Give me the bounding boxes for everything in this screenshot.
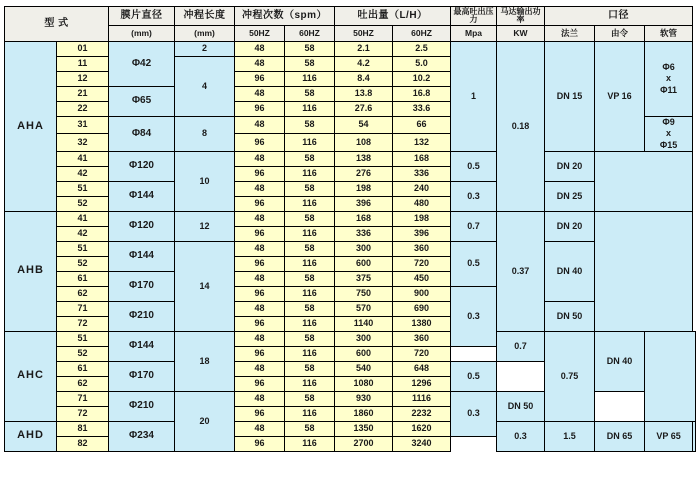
cell-code: 61 — [57, 271, 109, 286]
cell-code: 11 — [57, 57, 109, 72]
cell-o50: 54 — [335, 117, 393, 134]
cell-stroke: 4 — [175, 57, 235, 117]
cell-o60: 648 — [393, 361, 451, 376]
cell-flange: DN 25 — [545, 181, 595, 211]
cell-s50: 48 — [235, 301, 285, 316]
cell-o50: 930 — [335, 391, 393, 406]
th-diaphragm-dia: 膜片直径 — [109, 7, 175, 26]
cell-code: 72 — [57, 406, 109, 421]
th-stroke-60hz: 60HZ — [285, 25, 335, 41]
cell-flange: DN 20 — [545, 211, 595, 241]
cell-s50: 48 — [235, 87, 285, 102]
cell-s60: 116 — [285, 376, 335, 391]
cell-dia: Φ42 — [109, 42, 175, 87]
cell-o60: 360 — [393, 331, 451, 346]
cell-o50: 2.1 — [335, 42, 393, 57]
cell-s50: 96 — [235, 406, 285, 421]
cell-s60: 58 — [285, 151, 335, 166]
cell-o60: 168 — [393, 151, 451, 166]
cell-stroke: 2 — [175, 42, 235, 57]
cell-code: 72 — [57, 316, 109, 331]
cell-dia: Φ144 — [109, 181, 175, 211]
cell-o50: 1350 — [335, 421, 393, 436]
cell-o50: 198 — [335, 181, 393, 196]
cell-code: 71 — [57, 301, 109, 316]
cell-code: 41 — [57, 211, 109, 226]
cell-o50: 300 — [335, 241, 393, 256]
cell-o50: 375 — [335, 271, 393, 286]
cell-o50: 600 — [335, 346, 393, 361]
cell-s50: 48 — [235, 42, 285, 57]
cell-s60: 116 — [285, 196, 335, 211]
cell-s60: 116 — [285, 346, 335, 361]
cell-dia: Φ234 — [109, 421, 175, 451]
cell-code: 82 — [57, 436, 109, 451]
th-model: 型 式 — [5, 7, 109, 42]
th-flange: 法兰 — [545, 25, 595, 41]
cell-o60: 1296 — [393, 376, 451, 391]
cell-o60: 10.2 — [393, 72, 451, 87]
cell-s60: 116 — [285, 286, 335, 301]
cell-s60: 116 — [285, 406, 335, 421]
cell-code: 42 — [57, 166, 109, 181]
cell-o50: 4.2 — [335, 57, 393, 72]
cell-dia: Φ120 — [109, 151, 175, 181]
th-bore: 口径 — [545, 7, 693, 26]
cell-pressure: 0.3 — [497, 421, 545, 451]
cell-s60: 58 — [285, 87, 335, 102]
cell-o50: 750 — [335, 286, 393, 301]
cell-s50: 48 — [235, 57, 285, 72]
cell-dia: Φ170 — [109, 271, 175, 301]
cell-o50: 276 — [335, 166, 393, 181]
cell-yuling: VP 65 — [645, 421, 693, 451]
cell-s50: 96 — [235, 134, 285, 151]
cell-o60: 720 — [393, 346, 451, 361]
cell-s50: 48 — [235, 421, 285, 436]
cell-flange: DN 65 — [595, 421, 645, 451]
cell-flange: DN 50 — [545, 301, 595, 331]
th-stroke-count: 冲程次数（spm） — [235, 7, 335, 26]
cell-code: 52 — [57, 256, 109, 271]
cell-s50: 48 — [235, 241, 285, 256]
cell-code: 42 — [57, 226, 109, 241]
cell-s60: 58 — [285, 117, 335, 134]
cell-o60: 690 — [393, 301, 451, 316]
cell-code: 12 — [57, 72, 109, 87]
cell-o50: 1140 — [335, 316, 393, 331]
cell-o50: 300 — [335, 331, 393, 346]
cell-o60: 480 — [393, 196, 451, 211]
cell-code: 71 — [57, 391, 109, 406]
cell-model: AHC — [5, 331, 57, 421]
cell-s50: 96 — [235, 346, 285, 361]
cell-power: 0.75 — [545, 331, 595, 421]
table-row — [5, 151, 696, 166]
cell-flange: DN 20 — [545, 151, 595, 181]
cell-pressure: 1 — [451, 42, 497, 152]
th-motor-power: 马达输出功率 — [497, 7, 545, 26]
cell-hose: Φ9 x Φ15 — [645, 117, 693, 152]
cell-s60: 116 — [285, 134, 335, 151]
cell-s60: 116 — [285, 436, 335, 451]
cell-o60: 450 — [393, 271, 451, 286]
cell-code: 81 — [57, 421, 109, 436]
cell-s60: 58 — [285, 391, 335, 406]
cell-s60: 58 — [285, 361, 335, 376]
cell-o60: 900 — [393, 286, 451, 301]
cell-power: 0.37 — [497, 211, 545, 331]
cell-o50: 396 — [335, 196, 393, 211]
cell-o60: 720 — [393, 256, 451, 271]
cell-o60: 5.0 — [393, 57, 451, 72]
cell-s50: 48 — [235, 117, 285, 134]
cell-stroke: 14 — [175, 241, 235, 331]
cell-dia: Φ210 — [109, 391, 175, 421]
th-output-60hz: 60HZ — [393, 25, 451, 41]
cell-power: 1.5 — [545, 421, 595, 451]
cell-pressure: 0.7 — [451, 211, 497, 241]
cell-o50: 1860 — [335, 406, 393, 421]
cell-s50: 96 — [235, 72, 285, 87]
cell-s50: 96 — [235, 196, 285, 211]
th-output-50hz: 50HZ — [335, 25, 393, 41]
cell-s50: 48 — [235, 211, 285, 226]
th-diaphragm-dia-unit: (mm) — [109, 25, 175, 41]
th-yuling: 由令 — [595, 25, 645, 41]
cell-s50: 48 — [235, 331, 285, 346]
cell-o50: 570 — [335, 301, 393, 316]
table-row — [5, 301, 696, 316]
cell-code: 31 — [57, 117, 109, 134]
cell-o60: 360 — [393, 241, 451, 256]
cell-empty — [693, 421, 696, 451]
cell-flange: DN 15 — [545, 42, 595, 152]
cell-o50: 27.6 — [335, 102, 393, 117]
cell-code: 62 — [57, 376, 109, 391]
cell-model: AHA — [5, 42, 57, 212]
cell-code: 52 — [57, 196, 109, 211]
cell-o50: 1080 — [335, 376, 393, 391]
cell-s60: 116 — [285, 102, 335, 117]
cell-s50: 96 — [235, 316, 285, 331]
cell-s60: 58 — [285, 421, 335, 436]
cell-pressure: 0.3 — [451, 391, 497, 436]
cell-stroke: 20 — [175, 391, 235, 451]
cell-o50: 8.4 — [335, 72, 393, 87]
cell-o60: 33.6 — [393, 102, 451, 117]
cell-code: 21 — [57, 87, 109, 102]
cell-s50: 96 — [235, 226, 285, 241]
cell-o50: 138 — [335, 151, 393, 166]
cell-stroke: 8 — [175, 117, 235, 152]
cell-s60: 58 — [285, 271, 335, 286]
cell-o50: 13.8 — [335, 87, 393, 102]
cell-code: 62 — [57, 286, 109, 301]
cell-s50: 96 — [235, 166, 285, 181]
cell-s50: 48 — [235, 151, 285, 166]
table-row — [5, 181, 696, 196]
cell-o60: 1380 — [393, 316, 451, 331]
cell-stroke: 12 — [175, 211, 235, 241]
cell-s60: 116 — [285, 226, 335, 241]
cell-s60: 116 — [285, 72, 335, 87]
cell-o50: 540 — [335, 361, 393, 376]
cell-empty — [645, 331, 696, 421]
cell-o60: 66 — [393, 117, 451, 134]
cell-s50: 48 — [235, 181, 285, 196]
cell-s50: 96 — [235, 102, 285, 117]
table-row — [5, 331, 696, 346]
cell-s60: 116 — [285, 166, 335, 181]
cell-o50: 336 — [335, 226, 393, 241]
cell-pressure: 0.5 — [451, 151, 497, 181]
cell-o50: 108 — [335, 134, 393, 151]
cell-code: 61 — [57, 361, 109, 376]
th-output: 吐出量（L/H） — [335, 7, 451, 26]
cell-code: 22 — [57, 102, 109, 117]
cell-s60: 58 — [285, 211, 335, 226]
cell-s60: 116 — [285, 256, 335, 271]
cell-dia: Φ144 — [109, 241, 175, 271]
cell-o60: 198 — [393, 211, 451, 226]
cell-s60: 58 — [285, 331, 335, 346]
cell-flange: DN 40 — [545, 241, 595, 301]
cell-s60: 58 — [285, 181, 335, 196]
cell-model: AHB — [5, 211, 57, 331]
cell-pressure: 0.5 — [451, 241, 497, 286]
cell-code: 32 — [57, 134, 109, 151]
th-stroke-length: 冲程长度 — [175, 7, 235, 26]
cell-s50: 96 — [235, 256, 285, 271]
cell-model: AHD — [5, 421, 57, 451]
table-row — [5, 211, 696, 226]
th-hose: 软管 — [645, 25, 693, 41]
cell-s60: 58 — [285, 57, 335, 72]
cell-o60: 3240 — [393, 436, 451, 451]
th-motor-power-unit: KW — [497, 25, 545, 41]
th-max-pressure: 最高吐出压力 — [451, 7, 497, 26]
cell-s50: 96 — [235, 376, 285, 391]
cell-hose: Φ6 x Φ11 — [645, 42, 693, 117]
table-row — [5, 241, 696, 256]
cell-s60: 116 — [285, 316, 335, 331]
cell-s60: 58 — [285, 301, 335, 316]
cell-dia: Φ84 — [109, 117, 175, 152]
th-max-pressure-unit: Mpa — [451, 25, 497, 41]
cell-flange: DN 40 — [595, 331, 645, 391]
cell-empty — [595, 151, 693, 211]
cell-o60: 396 — [393, 226, 451, 241]
cell-stroke: 10 — [175, 151, 235, 211]
cell-dia: Φ120 — [109, 211, 175, 241]
cell-dia: Φ65 — [109, 87, 175, 117]
cell-o60: 2.5 — [393, 42, 451, 57]
cell-o60: 2232 — [393, 406, 451, 421]
cell-code: 51 — [57, 241, 109, 256]
pump-spec-table — [4, 6, 696, 452]
table-row — [5, 42, 696, 57]
cell-code: 52 — [57, 346, 109, 361]
cell-o50: 600 — [335, 256, 393, 271]
table-row — [5, 421, 696, 436]
cell-o50: 2700 — [335, 436, 393, 451]
cell-o60: 336 — [393, 166, 451, 181]
cell-stroke: 18 — [175, 331, 235, 391]
cell-s50: 48 — [235, 271, 285, 286]
cell-s60: 58 — [285, 42, 335, 57]
cell-o60: 132 — [393, 134, 451, 151]
cell-yuling: VP 16 — [595, 42, 645, 152]
cell-o60: 1116 — [393, 391, 451, 406]
cell-s50: 96 — [235, 436, 285, 451]
cell-o60: 240 — [393, 181, 451, 196]
cell-dia: Φ210 — [109, 301, 175, 331]
cell-code: 51 — [57, 331, 109, 346]
cell-dia: Φ144 — [109, 331, 175, 361]
cell-code: 51 — [57, 181, 109, 196]
cell-o60: 1620 — [393, 421, 451, 436]
cell-s50: 96 — [235, 286, 285, 301]
cell-pressure: 0.3 — [451, 286, 497, 346]
cell-flange: DN 50 — [497, 391, 545, 421]
th-stroke-50hz: 50HZ — [235, 25, 285, 41]
cell-pressure: 0.5 — [451, 361, 497, 391]
th-stroke-length-unit: (mm) — [175, 25, 235, 41]
cell-s50: 48 — [235, 391, 285, 406]
cell-code: 01 — [57, 42, 109, 57]
cell-pressure: 0.7 — [497, 331, 545, 361]
cell-s60: 58 — [285, 241, 335, 256]
cell-dia: Φ170 — [109, 361, 175, 391]
cell-power: 0.18 — [497, 42, 545, 212]
cell-o60: 16.8 — [393, 87, 451, 102]
cell-o50: 168 — [335, 211, 393, 226]
cell-code: 41 — [57, 151, 109, 166]
cell-s50: 48 — [235, 361, 285, 376]
cell-empty — [595, 211, 693, 331]
cell-pressure: 0.3 — [451, 181, 497, 211]
